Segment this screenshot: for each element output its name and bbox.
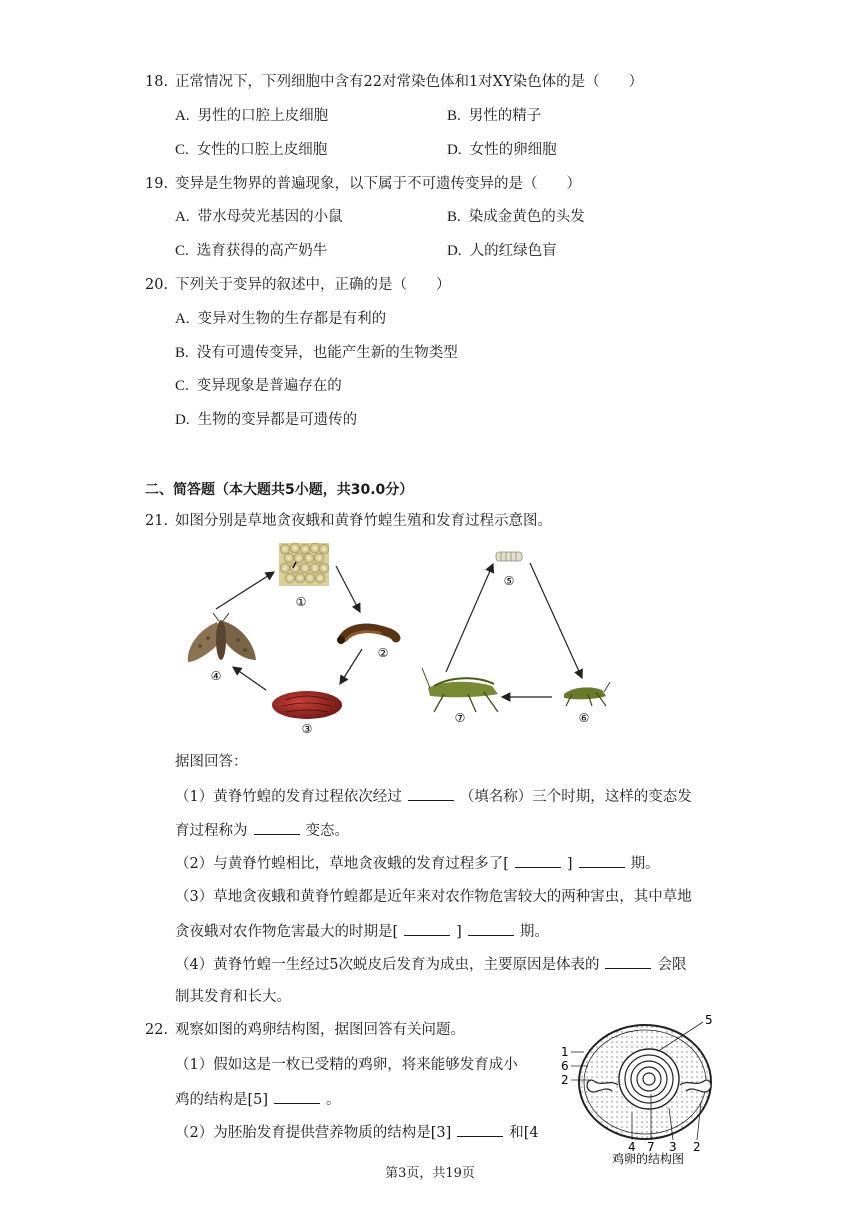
option-text: 变异现象是普遍存在的 — [196, 378, 342, 394]
text: （1）假如这是一枚已受精的鸡卵，将来能够发育成小 — [175, 1057, 518, 1073]
option-text: 男性的口腔上皮细胞 — [197, 108, 329, 124]
text: 期。 — [630, 856, 660, 872]
text: （2）为胚胎发育提供营养物质的结构是[3] — [175, 1125, 452, 1141]
text: （填名称）三个时期，这样的变态发 — [459, 789, 692, 805]
egg-diagram — [579, 1025, 711, 1139]
option-letter: D. — [175, 412, 190, 428]
option-text: 染成金黄色的头发 — [468, 209, 585, 225]
option-letter: C. — [175, 378, 189, 394]
text: 变态。 — [305, 823, 349, 839]
option-letter: D. — [447, 243, 462, 259]
figure-label-4: ④ — [210, 669, 222, 683]
option-text: 没有可遗传变异，也能产生新的生物类型 — [196, 345, 458, 361]
page-footer: 第3页，共19页 — [385, 1166, 475, 1181]
egg-label-2-left: 2 — [561, 1073, 569, 1087]
option-letter: B. — [175, 345, 189, 361]
egg-label-1: 1 — [561, 1045, 569, 1059]
text: 。 — [326, 1092, 341, 1108]
option-letter: C. — [175, 142, 189, 158]
text: ] — [456, 924, 462, 940]
option-letter: B. — [447, 108, 461, 124]
option-text: 变异对生物的生存都是有利的 — [197, 311, 387, 327]
egg-label-7: 7 — [647, 1140, 655, 1154]
option-letter: A. — [175, 311, 190, 327]
q22-stem: 观察如图的鸡卵结构图，据图回答有关问题。 — [175, 1022, 465, 1038]
figure-label-2: ② — [377, 646, 389, 660]
option-text: 女性的口腔上皮细胞 — [196, 142, 328, 158]
egg-label-5: 5 — [705, 1013, 713, 1027]
text: 制其发育和长大。 — [175, 989, 291, 1005]
text: 会限 — [657, 957, 687, 973]
egg-figure-caption: 鸡卵的结构图 — [611, 1152, 685, 1166]
text: 贪夜蛾对农作物危害最大的时期是[ — [175, 924, 399, 940]
text: ] — [566, 856, 573, 872]
figure-label-6: ⑥ — [578, 711, 590, 725]
q20-number: 20. — [145, 277, 169, 293]
q18-number: 18. — [145, 74, 169, 90]
option-text: 人的红绿色盲 — [469, 243, 557, 259]
option-letter: C. — [175, 243, 189, 259]
text: 育过程称为 — [175, 823, 248, 839]
option-text: 女性的卵细胞 — [469, 142, 557, 158]
option-text: 带水母荧光基因的小鼠 — [197, 209, 343, 225]
option-text: 选育获得的高产奶牛 — [196, 243, 328, 259]
option-text: 生物的变异都是可遗传的 — [197, 412, 358, 428]
figure-label-5: ⑤ — [503, 574, 515, 588]
option-letter: B. — [447, 209, 461, 225]
text: 期。 — [519, 924, 549, 940]
q21-stem: 如图分别是草地贪夜蛾和黄脊竹蝗生殖和发育过程示意图。 — [175, 513, 552, 529]
egg-label-2-right: 2 — [693, 1140, 701, 1154]
q19-number: 19. — [145, 176, 169, 192]
text: 鸡的结构是[5] — [175, 1092, 269, 1108]
q21-prompt: 据图回答： — [175, 754, 248, 770]
option-letter: D. — [447, 142, 462, 158]
text: （2）与黄脊竹蝗相比，草地贪夜蛾的发育过程多了[ — [175, 856, 509, 872]
egg-label-6: 6 — [561, 1059, 569, 1073]
option-letter: A. — [175, 209, 190, 225]
text: （4）黄脊竹蝗一生经过5次蜕皮后发育为成虫，主要原因是体表的 — [175, 957, 600, 973]
figure-label-1: ① — [295, 595, 307, 609]
option-text: 男性的精子 — [468, 108, 542, 124]
q20-stem: 下列关于变异的叙述中，正确的是（ ） — [175, 277, 451, 293]
q22-number: 22. — [145, 1022, 169, 1038]
text: （1）黄脊竹蝗的发育过程依次经过 — [175, 789, 402, 805]
egg-label-4: 4 — [628, 1140, 636, 1154]
option-letter: A. — [175, 108, 190, 124]
text: （3）草地贪夜蛾和黄脊竹蝗都是近年来对农作物危害较大的两种害虫，其中草地 — [175, 889, 692, 905]
figure-label-3: ③ — [301, 722, 313, 736]
figure-label-7: ⑦ — [454, 711, 466, 725]
text: 和[4 — [509, 1125, 539, 1141]
q18-stem: 正常情况下，下列细胞中含有22对常染色体和1对XY染色体的是（ ） — [175, 74, 644, 90]
section-title: 二、简答题（本大题共5小题，共30.0分） — [145, 482, 414, 498]
egg-label-3: 3 — [669, 1140, 677, 1154]
q21-number: 21. — [145, 513, 169, 529]
q19-stem: 变异是生物界的普遍现象，以下属于不可遗传变异的是（ ） — [175, 176, 581, 192]
